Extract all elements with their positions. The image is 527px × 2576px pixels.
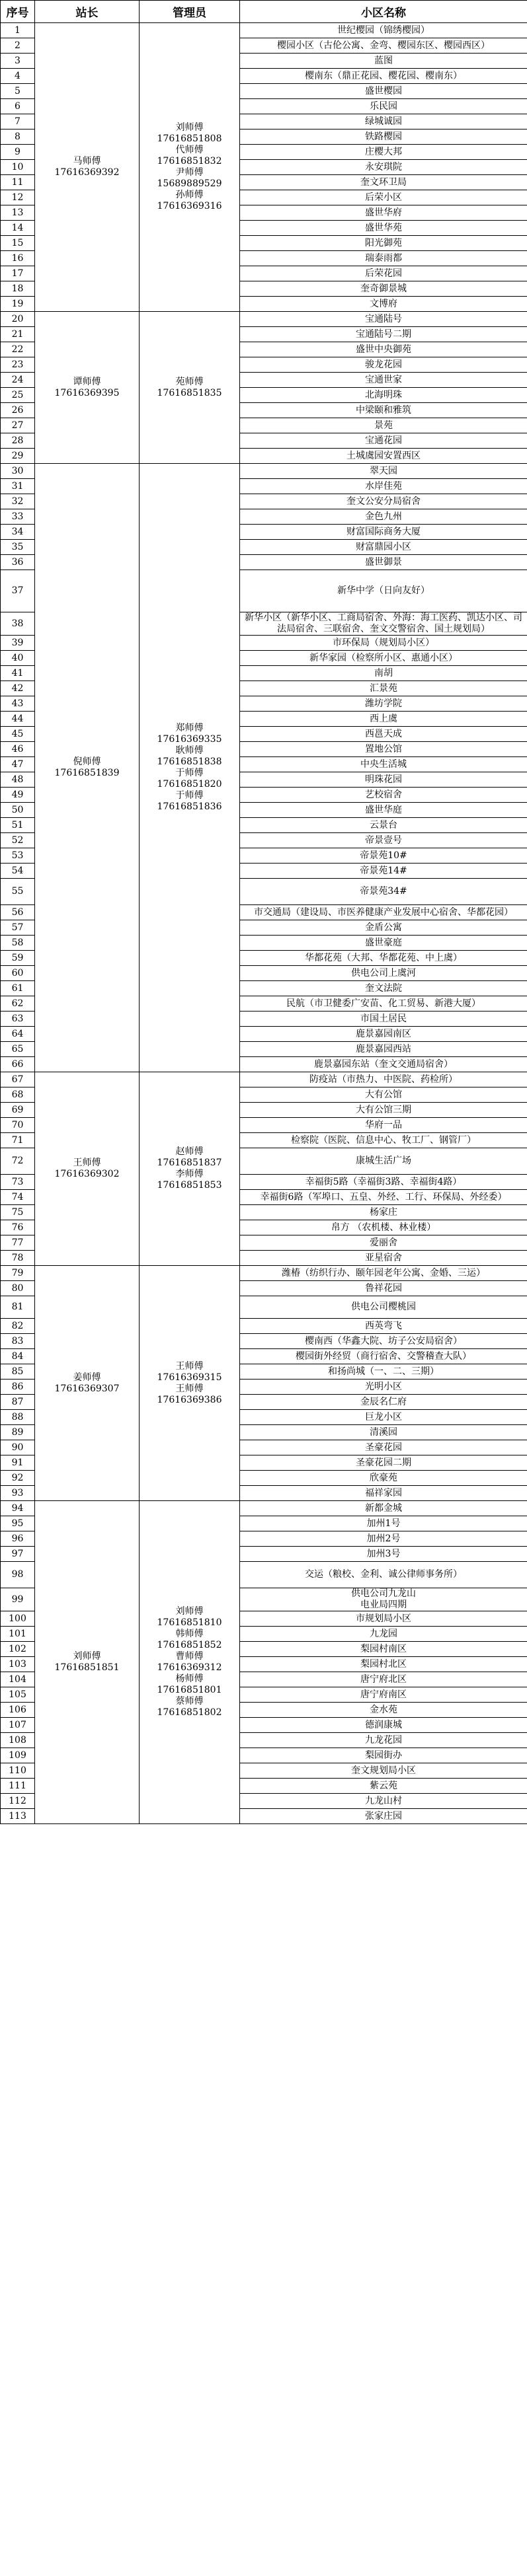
community-name-cell: 宝通花园 (240, 433, 527, 449)
serial-number-cell: 109 (1, 1748, 35, 1763)
community-name-cell: 唐宁府北区 (240, 1672, 527, 1687)
community-name-cell: 土城虞园安置西区 (240, 449, 527, 464)
community-name-cell: 华府一品 (240, 1118, 527, 1133)
serial-number-cell: 57 (1, 920, 35, 936)
serial-number-cell: 52 (1, 833, 35, 848)
community-name-cell: 大有公馆 (240, 1087, 527, 1103)
community-name-cell: 中央生活城 (240, 757, 527, 772)
community-name-cell: 圣豪花园 (240, 1440, 527, 1455)
community-name-cell: 鹿景嘉园西站 (240, 1042, 527, 1057)
community-name-cell: 奎文规划局小区 (240, 1763, 527, 1779)
community-name-cell: 梨园村北区 (240, 1657, 527, 1672)
table-row (1, 1501, 527, 1516)
community-name-cell: 樱园街外经贸（商行宿舍、交警稽查大队） (240, 1349, 527, 1364)
community-name-cell: 幸福街5路（幸福街3路、幸福街4路） (240, 1175, 527, 1190)
serial-number-cell: 31 (1, 479, 35, 494)
serial-number-cell: 18 (1, 281, 35, 297)
manager-cell: 苑师傅 17616851835 (140, 312, 240, 464)
community-name-cell: 帝景壹号 (240, 833, 527, 848)
community-name-cell: 供电公司樱桃园 (240, 1296, 527, 1319)
community-name-cell: 樱南东（鼎正花园、樱花园、樱南东） (240, 69, 527, 84)
community-name-cell: 永安琪院 (240, 160, 527, 175)
community-name-cell: 帝景苑34# (240, 879, 527, 905)
community-name-cell: 金辰名仁府 (240, 1395, 527, 1410)
serial-number-cell: 74 (1, 1190, 35, 1205)
serial-number-cell: 39 (1, 636, 35, 651)
table-header-row (1, 1, 527, 23)
community-name-cell: 九龙山村 (240, 1794, 527, 1809)
serial-number-cell: 112 (1, 1794, 35, 1809)
community-name-cell: 樱园小区（古伦公寓、金弯、樱园东区、樱园西区） (240, 38, 527, 54)
community-name-cell: 绿城诚园 (240, 114, 527, 129)
community-name-cell: 光明小区 (240, 1380, 527, 1395)
serial-number-cell: 77 (1, 1235, 35, 1251)
community-name-cell: 樱南西（华鑫大院、坊子公安局宿舍） (240, 1334, 527, 1349)
community-name-cell: 水岸佳苑 (240, 479, 527, 494)
serial-number-cell: 20 (1, 312, 35, 327)
serial-number-cell: 23 (1, 357, 35, 373)
serial-number-cell: 64 (1, 1027, 35, 1042)
community-name-cell: 加州2号 (240, 1531, 527, 1547)
serial-number-cell: 58 (1, 936, 35, 951)
community-name-cell: 加州3号 (240, 1547, 527, 1562)
serial-number-cell: 87 (1, 1395, 35, 1410)
serial-number-cell: 44 (1, 712, 35, 727)
table-row (1, 312, 527, 327)
serial-number-cell: 40 (1, 651, 35, 666)
community-name-cell: 福祥家园 (240, 1486, 527, 1501)
community-name-cell: 鲁祥花园 (240, 1281, 527, 1296)
community-name-cell: 盛世御景 (240, 555, 527, 570)
serial-number-cell: 33 (1, 509, 35, 525)
serial-number-cell: 26 (1, 403, 35, 418)
serial-number-cell: 106 (1, 1703, 35, 1718)
serial-number-cell: 94 (1, 1501, 35, 1516)
community-name-cell: 金水苑 (240, 1703, 527, 1718)
community-name-cell: 加州1号 (240, 1516, 527, 1531)
community-name-cell: 中梁颐和雅筑 (240, 403, 527, 418)
community-name-cell: 金盾公寓 (240, 920, 527, 936)
community-name-cell: 西邕天成 (240, 727, 527, 742)
serial-number-cell: 1 (1, 23, 35, 38)
serial-number-cell: 68 (1, 1087, 35, 1103)
community-name-cell: 交运（粮校、金利、诚公律师事务所） (240, 1562, 527, 1588)
station-head-cell: 姜师傅 17616369307 (35, 1266, 140, 1501)
serial-number-cell: 61 (1, 981, 35, 996)
community-name-cell: 盛世樱园 (240, 84, 527, 99)
community-name-cell: 盛世华庭 (240, 803, 527, 818)
serial-number-cell: 35 (1, 540, 35, 555)
community-name-cell: 梨园村南区 (240, 1642, 527, 1657)
community-name-cell: 大有公馆三期 (240, 1103, 527, 1118)
community-name-cell: 潍椿（纺织行办、颐年园老年公寓、金婚、三运） (240, 1266, 527, 1281)
community-name-cell: 铁路樱园 (240, 129, 527, 145)
serial-number-cell: 6 (1, 99, 35, 114)
serial-number-cell: 62 (1, 996, 35, 1012)
serial-number-cell: 93 (1, 1486, 35, 1501)
serial-number-cell: 5 (1, 84, 35, 99)
serial-number-cell: 29 (1, 449, 35, 464)
community-name-cell: 供电公司九龙山 电业局四期 (240, 1588, 527, 1611)
community-name-cell: 庄樱大邦 (240, 145, 527, 160)
community-name-cell: 爱丽舍 (240, 1235, 527, 1251)
serial-number-cell: 2 (1, 38, 35, 54)
serial-number-cell: 34 (1, 525, 35, 540)
community-name-cell: 华都花苑（大邦、华都花苑、中上虞） (240, 951, 527, 966)
table-row (1, 23, 527, 38)
community-name-cell: 鹿景嘉园南区 (240, 1027, 527, 1042)
community-name-cell: 市交通局（建设局、市医养健康产业发展中心宿舍、华都花园） (240, 905, 527, 920)
serial-number-cell: 51 (1, 818, 35, 833)
serial-number-cell: 9 (1, 145, 35, 160)
serial-number-cell: 54 (1, 864, 35, 879)
serial-number-cell: 78 (1, 1251, 35, 1266)
community-name-cell: 明珠花园 (240, 772, 527, 788)
serial-number-cell: 25 (1, 388, 35, 403)
serial-number-cell: 50 (1, 803, 35, 818)
community-name-cell: 新都金城 (240, 1501, 527, 1516)
serial-number-cell: 99 (1, 1588, 35, 1611)
serial-number-cell: 12 (1, 190, 35, 205)
community-name-cell: 新华家园（检察所小区、惠通小区） (240, 651, 527, 666)
community-name-cell: 后荣小区 (240, 190, 527, 205)
community-name-cell: 云景台 (240, 818, 527, 833)
serial-number-cell: 75 (1, 1205, 35, 1220)
community-name-cell: 骏龙花园 (240, 357, 527, 373)
serial-number-cell: 66 (1, 1057, 35, 1072)
community-name-cell: 宝通世家 (240, 373, 527, 388)
serial-number-cell: 97 (1, 1547, 35, 1562)
serial-number-cell: 105 (1, 1687, 35, 1703)
community-name-cell: 财富国际商务大厦 (240, 525, 527, 540)
community-name-cell: 南胡 (240, 666, 527, 681)
serial-number-cell: 48 (1, 772, 35, 788)
serial-number-cell: 19 (1, 297, 35, 312)
header-manager: 管理员 (140, 1, 240, 23)
community-name-cell: 鹿景嘉园东站（奎文交通局宿舍） (240, 1057, 527, 1072)
serial-number-cell: 91 (1, 1455, 35, 1471)
serial-number-cell: 47 (1, 757, 35, 772)
community-name-cell: 盛世豪庭 (240, 936, 527, 951)
community-name-cell: 翠天园 (240, 464, 527, 479)
station-head-cell: 谭师傅 17616369395 (35, 312, 140, 464)
serial-number-cell: 14 (1, 221, 35, 236)
community-name-cell: 北海明珠 (240, 388, 527, 403)
community-name-cell: 帛方 （农机楼、林业楼） (240, 1220, 527, 1235)
serial-number-cell: 110 (1, 1763, 35, 1779)
community-name-cell: 梨园街办 (240, 1748, 527, 1763)
community-name-cell: 瑞泰雨都 (240, 251, 527, 266)
serial-number-cell: 59 (1, 951, 35, 966)
community-name-cell: 圣豪花园二期 (240, 1455, 527, 1471)
serial-number-cell: 73 (1, 1175, 35, 1190)
serial-number-cell: 32 (1, 494, 35, 509)
serial-number-cell: 8 (1, 129, 35, 145)
serial-number-cell: 88 (1, 1410, 35, 1425)
community-name-cell: 帝景苑10# (240, 848, 527, 864)
serial-number-cell: 107 (1, 1718, 35, 1733)
serial-number-cell: 108 (1, 1733, 35, 1748)
serial-number-cell: 42 (1, 681, 35, 696)
serial-number-cell: 95 (1, 1516, 35, 1531)
serial-number-cell: 103 (1, 1657, 35, 1672)
community-name-cell: 盛世中央御苑 (240, 342, 527, 357)
serial-number-cell: 102 (1, 1642, 35, 1657)
serial-number-cell: 70 (1, 1118, 35, 1133)
serial-number-cell: 113 (1, 1809, 35, 1824)
serial-number-cell: 7 (1, 114, 35, 129)
station-head-cell: 王师傅 17616369302 (35, 1072, 140, 1266)
community-name-cell: 奎文公安分局宿舍 (240, 494, 527, 509)
serial-number-cell: 80 (1, 1281, 35, 1296)
community-name-cell: 防疫站（市热力、中医院、药检所） (240, 1072, 527, 1087)
serial-number-cell: 56 (1, 905, 35, 920)
community-name-cell: 检察院（医院、信息中心、牧工厂、钢管厂） (240, 1133, 527, 1148)
community-name-cell: 新华小区（新华小区、工商局宿舍、外海：海工医药、凯达小区、司法局宿舍、三联宿舍、奎文交警宿舍、国土规划局） (240, 612, 527, 636)
community-name-cell: 财富鼎园小区 (240, 540, 527, 555)
serial-number-cell: 3 (1, 54, 35, 69)
community-name-cell: 奎文法院 (240, 981, 527, 996)
community-name-cell: 幸福街6路（军埠口、五皇、外经、工行、环保局、外经委） (240, 1190, 527, 1205)
community-name-cell: 市环保局（规划局小区） (240, 636, 527, 651)
community-name-cell: 市国土居民 (240, 1012, 527, 1027)
serial-number-cell: 90 (1, 1440, 35, 1455)
manager-cell: 赵师傅 17616851837 李师傅 17616851853 (140, 1072, 240, 1266)
serial-number-cell: 82 (1, 1319, 35, 1334)
serial-number-cell: 37 (1, 570, 35, 612)
station-head-cell: 倪师傅 17616851839 (35, 464, 140, 1072)
community-name-cell: 盛世华苑 (240, 221, 527, 236)
community-name-cell: 潍坊学院 (240, 696, 527, 712)
community-name-cell: 市规划局小区 (240, 1611, 527, 1627)
serial-number-cell: 65 (1, 1042, 35, 1057)
table-row (1, 1072, 527, 1087)
table-row (1, 464, 527, 479)
station-head-cell: 马师傅 17616369392 (35, 23, 140, 312)
serial-number-cell: 16 (1, 251, 35, 266)
serial-number-cell: 96 (1, 1531, 35, 1547)
manager-cell: 王师傅 17616369315 王师傅 17616369386 (140, 1266, 240, 1501)
community-name-cell: 唐宁府南区 (240, 1687, 527, 1703)
community-name-cell: 西上虞 (240, 712, 527, 727)
serial-number-cell: 49 (1, 788, 35, 803)
community-name-cell: 景苑 (240, 418, 527, 433)
serial-number-cell: 84 (1, 1349, 35, 1364)
serial-number-cell: 22 (1, 342, 35, 357)
serial-number-cell: 92 (1, 1471, 35, 1486)
community-name-cell: 乐民园 (240, 99, 527, 114)
serial-number-cell: 45 (1, 727, 35, 742)
serial-number-cell: 11 (1, 175, 35, 190)
serial-number-cell: 83 (1, 1334, 35, 1349)
community-name-cell: 金色九州 (240, 509, 527, 525)
manager-cell: 刘师傅 17616851810 韩师傅 17616851852 曹师傅 17616369312 杨师傅 17616851801 蔡师傅 17616851802 (140, 1501, 240, 1824)
header-station-head: 站长 (35, 1, 140, 23)
serial-number-cell: 55 (1, 879, 35, 905)
serial-number-cell: 79 (1, 1266, 35, 1281)
community-name-cell: 阳光御苑 (240, 236, 527, 251)
serial-number-cell: 111 (1, 1779, 35, 1794)
serial-number-cell: 69 (1, 1103, 35, 1118)
community-name-cell: 和扬尚城（一、二、三期） (240, 1364, 527, 1380)
serial-number-cell: 100 (1, 1611, 35, 1627)
serial-number-cell: 41 (1, 666, 35, 681)
community-name-cell: 杨家庄 (240, 1205, 527, 1220)
community-name-cell: 德润康城 (240, 1718, 527, 1733)
serial-number-cell: 46 (1, 742, 35, 757)
serial-number-cell: 85 (1, 1364, 35, 1380)
serial-number-cell: 24 (1, 373, 35, 388)
serial-number-cell: 21 (1, 327, 35, 342)
serial-number-cell: 4 (1, 69, 35, 84)
community-name-cell: 奎文环卫局 (240, 175, 527, 190)
community-name-cell: 世纪樱园（锦绣樱园） (240, 23, 527, 38)
serial-number-cell: 30 (1, 464, 35, 479)
serial-number-cell: 72 (1, 1148, 35, 1175)
serial-number-cell: 43 (1, 696, 35, 712)
community-name-cell: 帝景苑14# (240, 864, 527, 879)
serial-number-cell: 38 (1, 612, 35, 636)
table-row (1, 1266, 527, 1281)
serial-number-cell: 101 (1, 1627, 35, 1642)
station-head-cell: 刘师傅 17616851851 (35, 1501, 140, 1824)
community-name-cell: 欣豪苑 (240, 1471, 527, 1486)
serial-number-cell: 81 (1, 1296, 35, 1319)
serial-number-cell: 10 (1, 160, 35, 175)
serial-number-cell: 53 (1, 848, 35, 864)
community-name-cell: 民航（市卫健委广安苗、化工贸易、新港大厦） (240, 996, 527, 1012)
serial-number-cell: 104 (1, 1672, 35, 1687)
community-name-cell: 宝通陆号二期 (240, 327, 527, 342)
header-serial-number: 序号 (1, 1, 35, 23)
serial-number-cell: 63 (1, 1012, 35, 1027)
serial-number-cell: 86 (1, 1380, 35, 1395)
header-community-name: 小区名称 (240, 1, 527, 23)
serial-number-cell: 71 (1, 1133, 35, 1148)
community-name-cell: 紫云苑 (240, 1779, 527, 1794)
community-name-cell: 清溪园 (240, 1425, 527, 1440)
table-body (1, 23, 527, 1824)
community-name-cell: 供电公司上虞河 (240, 966, 527, 981)
serial-number-cell: 15 (1, 236, 35, 251)
serial-number-cell: 67 (1, 1072, 35, 1087)
community-name-cell: 置地公馆 (240, 742, 527, 757)
community-name-cell: 盛世华府 (240, 205, 527, 221)
community-name-cell: 宝通陆号 (240, 312, 527, 327)
manager-cell: 郑师傅 17616369335 耿师傅 17616851838 于师傅 17616851820 于师傅 17616851836 (140, 464, 240, 1072)
community-name-cell: 亚星宿舍 (240, 1251, 527, 1266)
community-name-cell: 文博府 (240, 297, 527, 312)
community-name-cell: 九龙园 (240, 1627, 527, 1642)
community-name-cell: 奎奇御景城 (240, 281, 527, 297)
community-name-cell: 康城生活广场 (240, 1148, 527, 1175)
community-name-cell: 西英弯飞 (240, 1319, 527, 1334)
community-name-cell: 巨龙小区 (240, 1410, 527, 1425)
manager-cell: 刘师傅 17616851808 代师傅 17616851832 尹师傅 15689889529 孙师傅 17616369316 (140, 23, 240, 312)
serial-number-cell: 27 (1, 418, 35, 433)
serial-number-cell: 76 (1, 1220, 35, 1235)
community-name-cell: 蓝图 (240, 54, 527, 69)
serial-number-cell: 13 (1, 205, 35, 221)
serial-number-cell: 60 (1, 966, 35, 981)
serial-number-cell: 17 (1, 266, 35, 281)
serial-number-cell: 98 (1, 1562, 35, 1588)
community-name-cell: 艺校宿舍 (240, 788, 527, 803)
community-name-cell: 汇景苑 (240, 681, 527, 696)
community-name-cell: 新华中学（日向友好） (240, 570, 527, 612)
community-name-cell: 九龙花园 (240, 1733, 527, 1748)
community-name-cell: 张家庄园 (240, 1809, 527, 1824)
serial-number-cell: 28 (1, 433, 35, 449)
serial-number-cell: 36 (1, 555, 35, 570)
community-name-cell: 后荣花园 (240, 266, 527, 281)
serial-number-cell: 89 (1, 1425, 35, 1440)
